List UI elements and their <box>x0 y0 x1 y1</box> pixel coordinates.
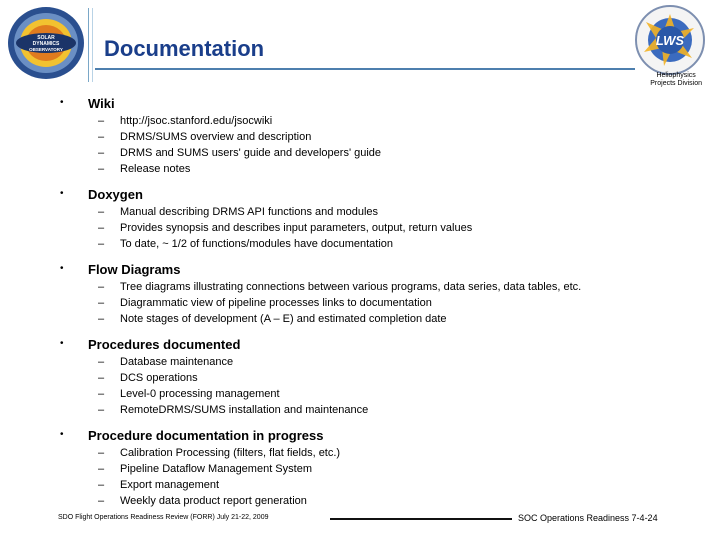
list-item-text: DRMS and SUMS users' guide and developers' guide <box>120 147 382 159</box>
list-item-text: Calibration Processing (filters, flat fields, etc.) <box>120 447 341 459</box>
dash-icon: – <box>98 463 105 475</box>
section-heading <box>58 262 708 280</box>
sub-list <box>58 205 708 253</box>
list-item <box>58 387 708 403</box>
page-title: Documentation <box>104 36 265 61</box>
list-item <box>58 280 708 296</box>
list-item <box>58 296 708 312</box>
list-item-text: Note stages of development (A – E) and estimated completion date <box>120 313 447 325</box>
dash-icon: – <box>98 281 105 293</box>
bullet-icon: • <box>60 188 64 199</box>
dash-icon: – <box>98 388 105 400</box>
list-item <box>58 221 708 237</box>
list-item <box>58 494 708 510</box>
list-item-text: Tree diagrams illustrating connections between various programs, data series, data tables, etc. <box>120 281 582 293</box>
list-item-text: Diagrammatic view of pipeline processes links to documentation <box>120 297 432 309</box>
section-heading <box>58 96 708 114</box>
dash-icon: – <box>98 297 105 309</box>
list-item <box>58 130 708 146</box>
sub-list <box>58 355 708 419</box>
dash-icon: – <box>98 313 105 325</box>
section-title: Procedure documentation in progress <box>88 428 324 443</box>
dash-icon: – <box>98 479 105 491</box>
list-item-text: DCS operations <box>120 372 198 384</box>
list-item <box>58 462 708 478</box>
list-item-text: http://jsoc.stanford.edu/jsocwiki <box>120 115 273 127</box>
dash-icon: – <box>98 115 105 127</box>
sub-list <box>58 114 708 178</box>
list-item <box>58 237 708 253</box>
bullet-icon: • <box>60 429 64 440</box>
logo-left-line1: SOLAR <box>37 35 55 41</box>
list-item <box>58 403 708 419</box>
dash-icon: – <box>98 147 105 159</box>
dash-icon: – <box>98 206 105 218</box>
list-item-text: Provides synopsis and describes input parameters, output, return values <box>120 222 473 234</box>
list-item-text: Export management <box>120 479 220 491</box>
list-item <box>58 114 708 130</box>
list-item <box>58 205 708 221</box>
list-item <box>58 371 708 387</box>
footer-title: SOC Operations Readiness 7-4-24 <box>518 513 658 523</box>
section-heading <box>58 337 708 355</box>
division-line-1: Heliophysics <box>656 72 696 79</box>
list-item-text: Release notes <box>120 163 191 175</box>
header-divider-vertical-light <box>92 8 93 82</box>
lws-logo <box>628 2 712 78</box>
bullet-icon: • <box>60 97 64 108</box>
list-item-text: RemoteDRMS/SUMS installation and maintenance <box>120 404 369 416</box>
footer-event-label: SDO Flight Operations Readiness Review (FORR) July 21-22, 2009 <box>58 514 269 521</box>
list-item-text: Database maintenance <box>120 356 234 368</box>
division-label <box>650 72 702 88</box>
section-title: Wiki <box>88 96 115 111</box>
section-heading <box>58 428 708 446</box>
sub-list <box>58 446 708 510</box>
section <box>58 428 708 510</box>
section-title: Doxygen <box>88 187 143 202</box>
dash-icon: – <box>98 238 105 250</box>
section-title: Procedures documented <box>88 337 241 352</box>
footer-divider <box>330 518 512 520</box>
list-item-text: Weekly data product report generation <box>120 495 307 507</box>
list-item-text: Level-0 processing management <box>120 388 280 400</box>
section <box>58 262 708 328</box>
section-title: Flow Diagrams <box>88 262 181 277</box>
list-item <box>58 312 708 328</box>
section <box>58 337 708 419</box>
header-divider-horizontal <box>95 68 635 70</box>
dash-icon: – <box>98 447 105 459</box>
list-item <box>58 162 708 178</box>
dash-icon: – <box>98 222 105 234</box>
dash-icon: – <box>98 163 105 175</box>
sdo-logo <box>6 4 92 84</box>
list-item <box>58 446 708 462</box>
bullet-icon: • <box>60 338 64 349</box>
logo-left-line3: OBSERVATORY <box>29 47 63 52</box>
section-heading <box>58 187 708 205</box>
dash-icon: – <box>98 372 105 384</box>
dash-icon: – <box>98 404 105 416</box>
list-item-text: Pipeline Dataflow Management System <box>120 463 312 475</box>
list-item <box>58 355 708 371</box>
logo-right-text: LWS <box>655 33 685 48</box>
sub-list <box>58 280 708 328</box>
division-line-2: Projects Division <box>650 80 702 87</box>
dash-icon: – <box>98 131 105 143</box>
dash-icon: – <box>98 495 105 507</box>
list-item-text: DRMS/SUMS overview and description <box>120 131 312 143</box>
dash-icon: – <box>98 356 105 368</box>
section <box>58 96 708 178</box>
section <box>58 187 708 253</box>
list-item-text: Manual describing DRMS API functions and modules <box>120 206 379 218</box>
logo-left-line2: DYNAMICS <box>32 41 60 47</box>
bullet-list <box>58 96 708 519</box>
bullet-icon: • <box>60 263 64 274</box>
list-item-text: To date, ~ 1/2 of functions/modules have documentation <box>120 238 394 250</box>
list-item <box>58 146 708 162</box>
list-item <box>58 478 708 494</box>
header-divider-vertical <box>88 8 89 82</box>
